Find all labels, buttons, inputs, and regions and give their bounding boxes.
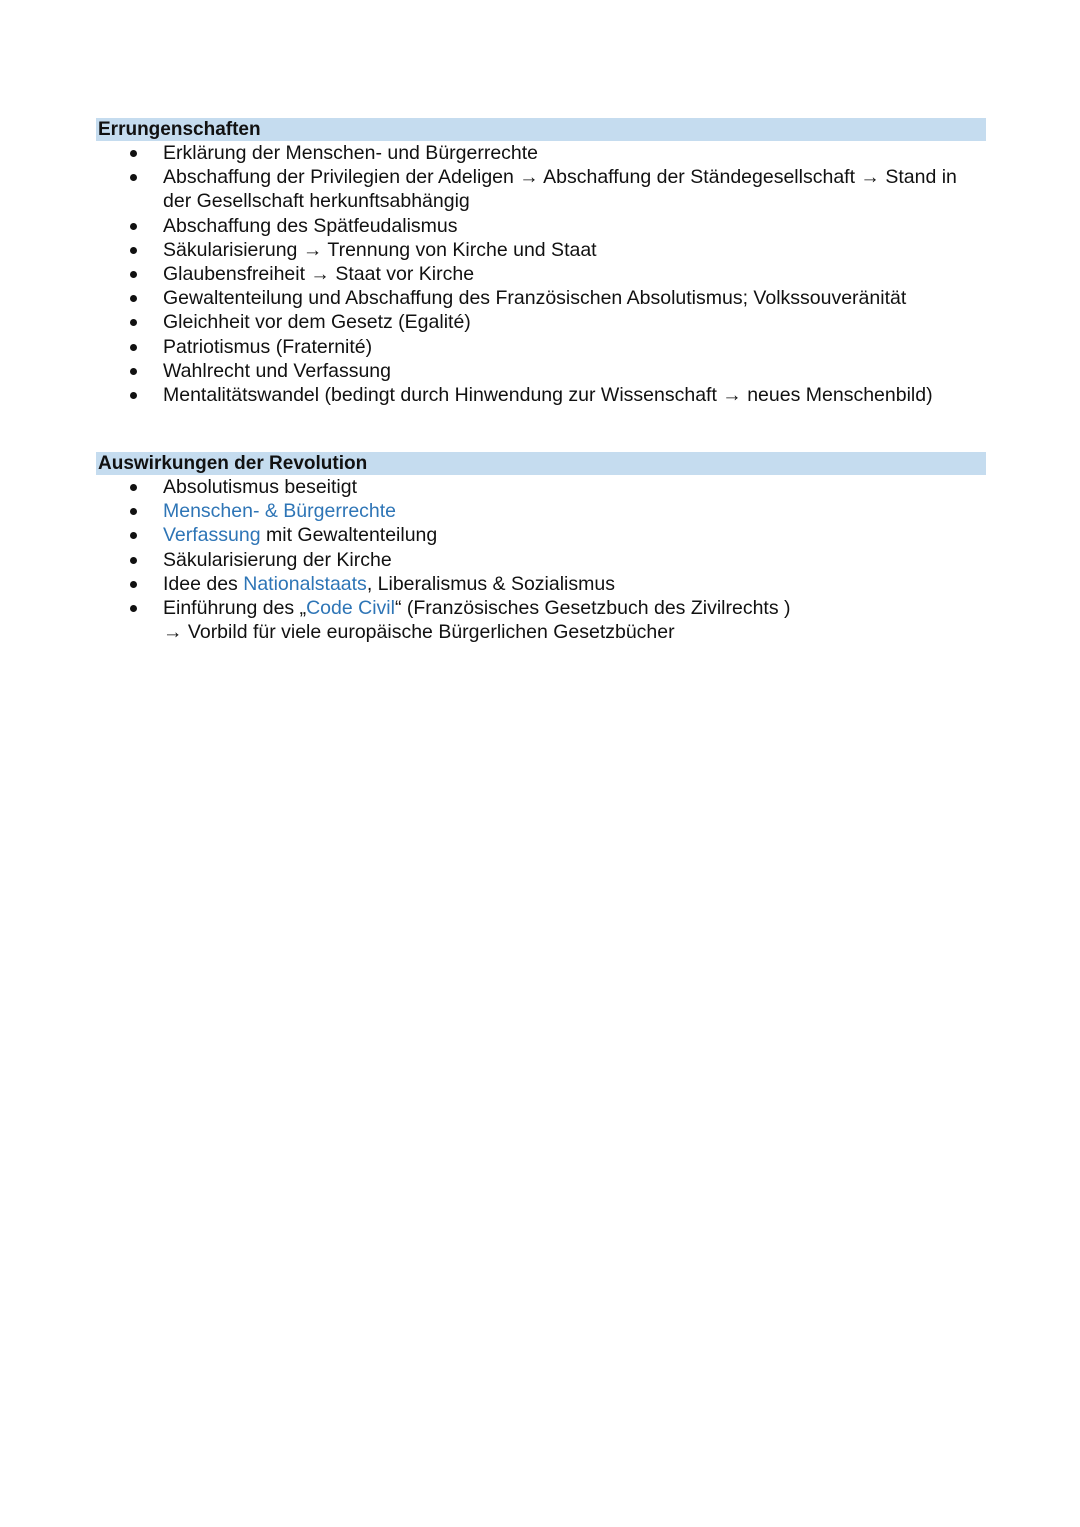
highlighted-term: Verfassung	[163, 524, 261, 547]
list-item: Erklärung der Menschen- und Bürgerrechte	[96, 141, 986, 165]
bullet-icon	[130, 605, 137, 612]
list-item: Wahlrecht und Verfassung	[96, 359, 986, 383]
bullet-icon	[130, 484, 137, 491]
list-item: Gewaltenteilung und Abschaffung des Französischen Absolutismus; Volkssouveränität	[96, 286, 986, 310]
bullet-icon	[130, 532, 137, 539]
list-item: Patriotismus (Fraternité)	[96, 335, 986, 359]
section-heading: Errungenschaften	[96, 118, 986, 141]
bullet-icon	[130, 368, 137, 375]
bullet-icon	[130, 557, 137, 564]
bullet-icon	[130, 581, 137, 588]
bullet-icon	[130, 174, 137, 181]
bullet-list	[96, 141, 986, 407]
list-item: Absolutismus beseitigt	[96, 475, 986, 499]
highlighted-term: Menschen- & Bürgerrechte	[163, 500, 397, 523]
bullet-list	[96, 475, 986, 644]
list-item: Säkularisierung → Trennung von Kirche und Staat	[96, 238, 986, 262]
section-heading: Auswirkungen der Revolution	[96, 452, 986, 475]
bullet-icon	[130, 223, 137, 230]
bullet-icon	[130, 295, 137, 302]
list-item: Einführung des „Code Civil“ (Französisches Gesetzbuch des Zivilrechts ) → Vorbild für viele europäische Bürgerlichen Gesetzbücher	[96, 596, 986, 644]
list-item: Abschaffung des Spätfeudalismus	[96, 214, 986, 238]
section-errungenschaften	[96, 118, 986, 407]
bullet-icon	[130, 344, 137, 351]
bullet-icon	[130, 392, 137, 399]
bullet-icon	[130, 150, 137, 157]
highlighted-term: Nationalstaats	[243, 572, 367, 595]
list-item: Verfassung mit Gewaltenteilung	[96, 523, 986, 547]
list-item: Glaubensfreiheit → Staat vor Kirche	[96, 262, 986, 286]
bullet-icon	[130, 319, 137, 326]
section-auswirkungen	[96, 452, 986, 644]
bullet-icon	[130, 508, 137, 515]
list-item: Abschaffung der Privilegien der Adeligen → Abschaffung der Ständegesellschaft → Stand in der Gesellschaft herkunftsabhängig	[96, 165, 986, 213]
bullet-icon	[130, 271, 137, 278]
list-item: Idee des Nationalstaats, Liberalismus & Sozialismus	[96, 572, 986, 596]
list-item: Säkularisierung der Kirche	[96, 548, 986, 572]
list-item: Gleichheit vor dem Gesetz (Egalité)	[96, 310, 986, 334]
bullet-icon	[130, 247, 137, 254]
list-item: Mentalitätswandel (bedingt durch Hinwendung zur Wissenschaft → neues Menschenbild)	[96, 383, 986, 407]
list-item	[96, 499, 986, 523]
highlighted-term: Code Civil	[306, 597, 395, 620]
